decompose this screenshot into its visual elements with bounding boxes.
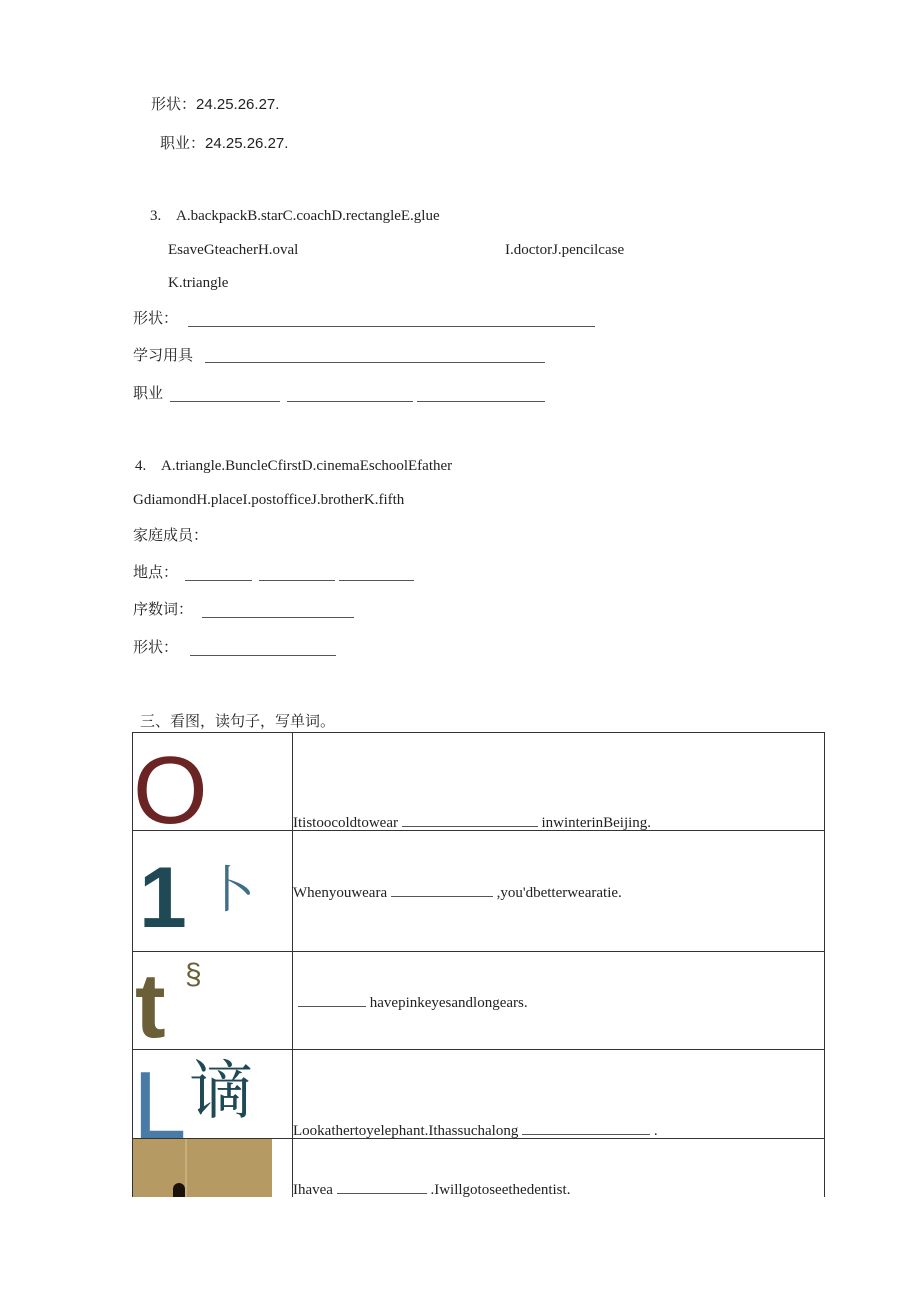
q3-school-label: 学习用具 xyxy=(133,346,194,364)
job-row xyxy=(160,133,288,154)
row4-sentence xyxy=(293,1120,658,1141)
tooth-shape xyxy=(173,1183,185,1197)
q4-place-label: 地点： xyxy=(133,563,179,581)
row1-sentence xyxy=(293,812,651,833)
row2-text-after: ,you'dbetterwearatie. xyxy=(496,885,622,901)
q4-shape-blank[interactable] xyxy=(190,655,336,656)
shape-row xyxy=(151,94,279,115)
row5-text-before: Ihavea xyxy=(293,1182,333,1198)
row2-blank[interactable] xyxy=(391,882,493,897)
q3-options-line1: A.backpackB.starC.coachD.rectangleE.glue xyxy=(176,208,440,224)
row4-blank[interactable] xyxy=(522,1120,650,1135)
q3-number: 3. xyxy=(150,208,162,224)
q4-place-blank-2[interactable] xyxy=(259,580,335,581)
row3-sentence xyxy=(298,992,528,1013)
q4-place-blank-1[interactable] xyxy=(185,580,252,581)
row5-text-after: .Iwillgotoseethedentist. xyxy=(430,1182,571,1198)
q4-ordinal-blank[interactable] xyxy=(202,617,354,618)
q3-job-blank-3[interactable] xyxy=(417,401,545,402)
row4-glyph-cn: 谪 xyxy=(189,1055,253,1129)
row1-text-before: Itistoocoldtowear xyxy=(293,815,398,831)
q4-family-label: 家庭成员： xyxy=(133,526,209,544)
q3-school-blank[interactable] xyxy=(205,362,545,363)
job-value: 24.25.26.27. xyxy=(205,135,289,152)
row1-glyph-o: O xyxy=(133,737,208,830)
q3-options-line3: K.triangle xyxy=(168,275,229,291)
row3-blank[interactable] xyxy=(298,992,366,1007)
row3-picture xyxy=(133,952,292,1049)
row3-glyph-t: t xyxy=(135,955,166,1049)
row2-picture xyxy=(133,831,292,951)
row1-blank[interactable] xyxy=(402,812,538,827)
q3-shape-blank[interactable] xyxy=(188,326,595,327)
q4-shape-label: 形状： xyxy=(133,638,179,656)
row4-picture xyxy=(133,1050,292,1138)
row2-sentence xyxy=(293,882,622,903)
row4-text-after: . xyxy=(653,1123,658,1139)
section3-heading: 三、看图，读句子，写单词。 xyxy=(140,712,336,730)
q4-place-blank-3[interactable] xyxy=(339,580,414,581)
row5-blank[interactable] xyxy=(337,1179,427,1194)
row4-glyph-l: L xyxy=(133,1052,187,1138)
row2-glyph-1: 1 xyxy=(139,850,187,946)
row3-text-after: havepinkeyesandlongears. xyxy=(369,995,528,1011)
row2-glyph-2: 卜 xyxy=(205,862,255,918)
row4-text-before: Lookathertoyelephant.Ithassuchalong xyxy=(293,1123,519,1139)
job-label: 职业： xyxy=(160,134,206,152)
row3-glyph-section: § xyxy=(185,958,202,991)
row1-text-after: inwinterinBeijing. xyxy=(541,815,652,831)
q4-options-line1: A.triangle.BuncleCfirstD.cinemaEschoolEfather xyxy=(161,458,453,474)
q3-options-line2b: I.doctorJ.pencilcase xyxy=(505,242,625,258)
q3-shape-label: 形状： xyxy=(133,309,179,327)
row5-picture xyxy=(133,1139,272,1197)
row2-text-before: Whenyouweara xyxy=(293,885,388,901)
q3-job-blank-1[interactable] xyxy=(170,401,280,402)
shape-value: 24.25.26.27. xyxy=(196,96,280,113)
q3-job-label: 职业 xyxy=(133,384,164,402)
q4-number: 4. xyxy=(135,458,147,474)
q4-options-line2: GdiamondH.placeI.postofficeJ.brotherK.fifth xyxy=(133,492,405,508)
shape-label: 形状： xyxy=(151,95,197,113)
q3-job-blank-2[interactable] xyxy=(287,401,413,402)
row5-sentence xyxy=(293,1179,570,1200)
q3-options-line2a: EsaveGteacherH.oval xyxy=(168,242,299,258)
q4-ordinal-label: 序数词： xyxy=(133,600,194,618)
row1-picture xyxy=(133,733,292,830)
